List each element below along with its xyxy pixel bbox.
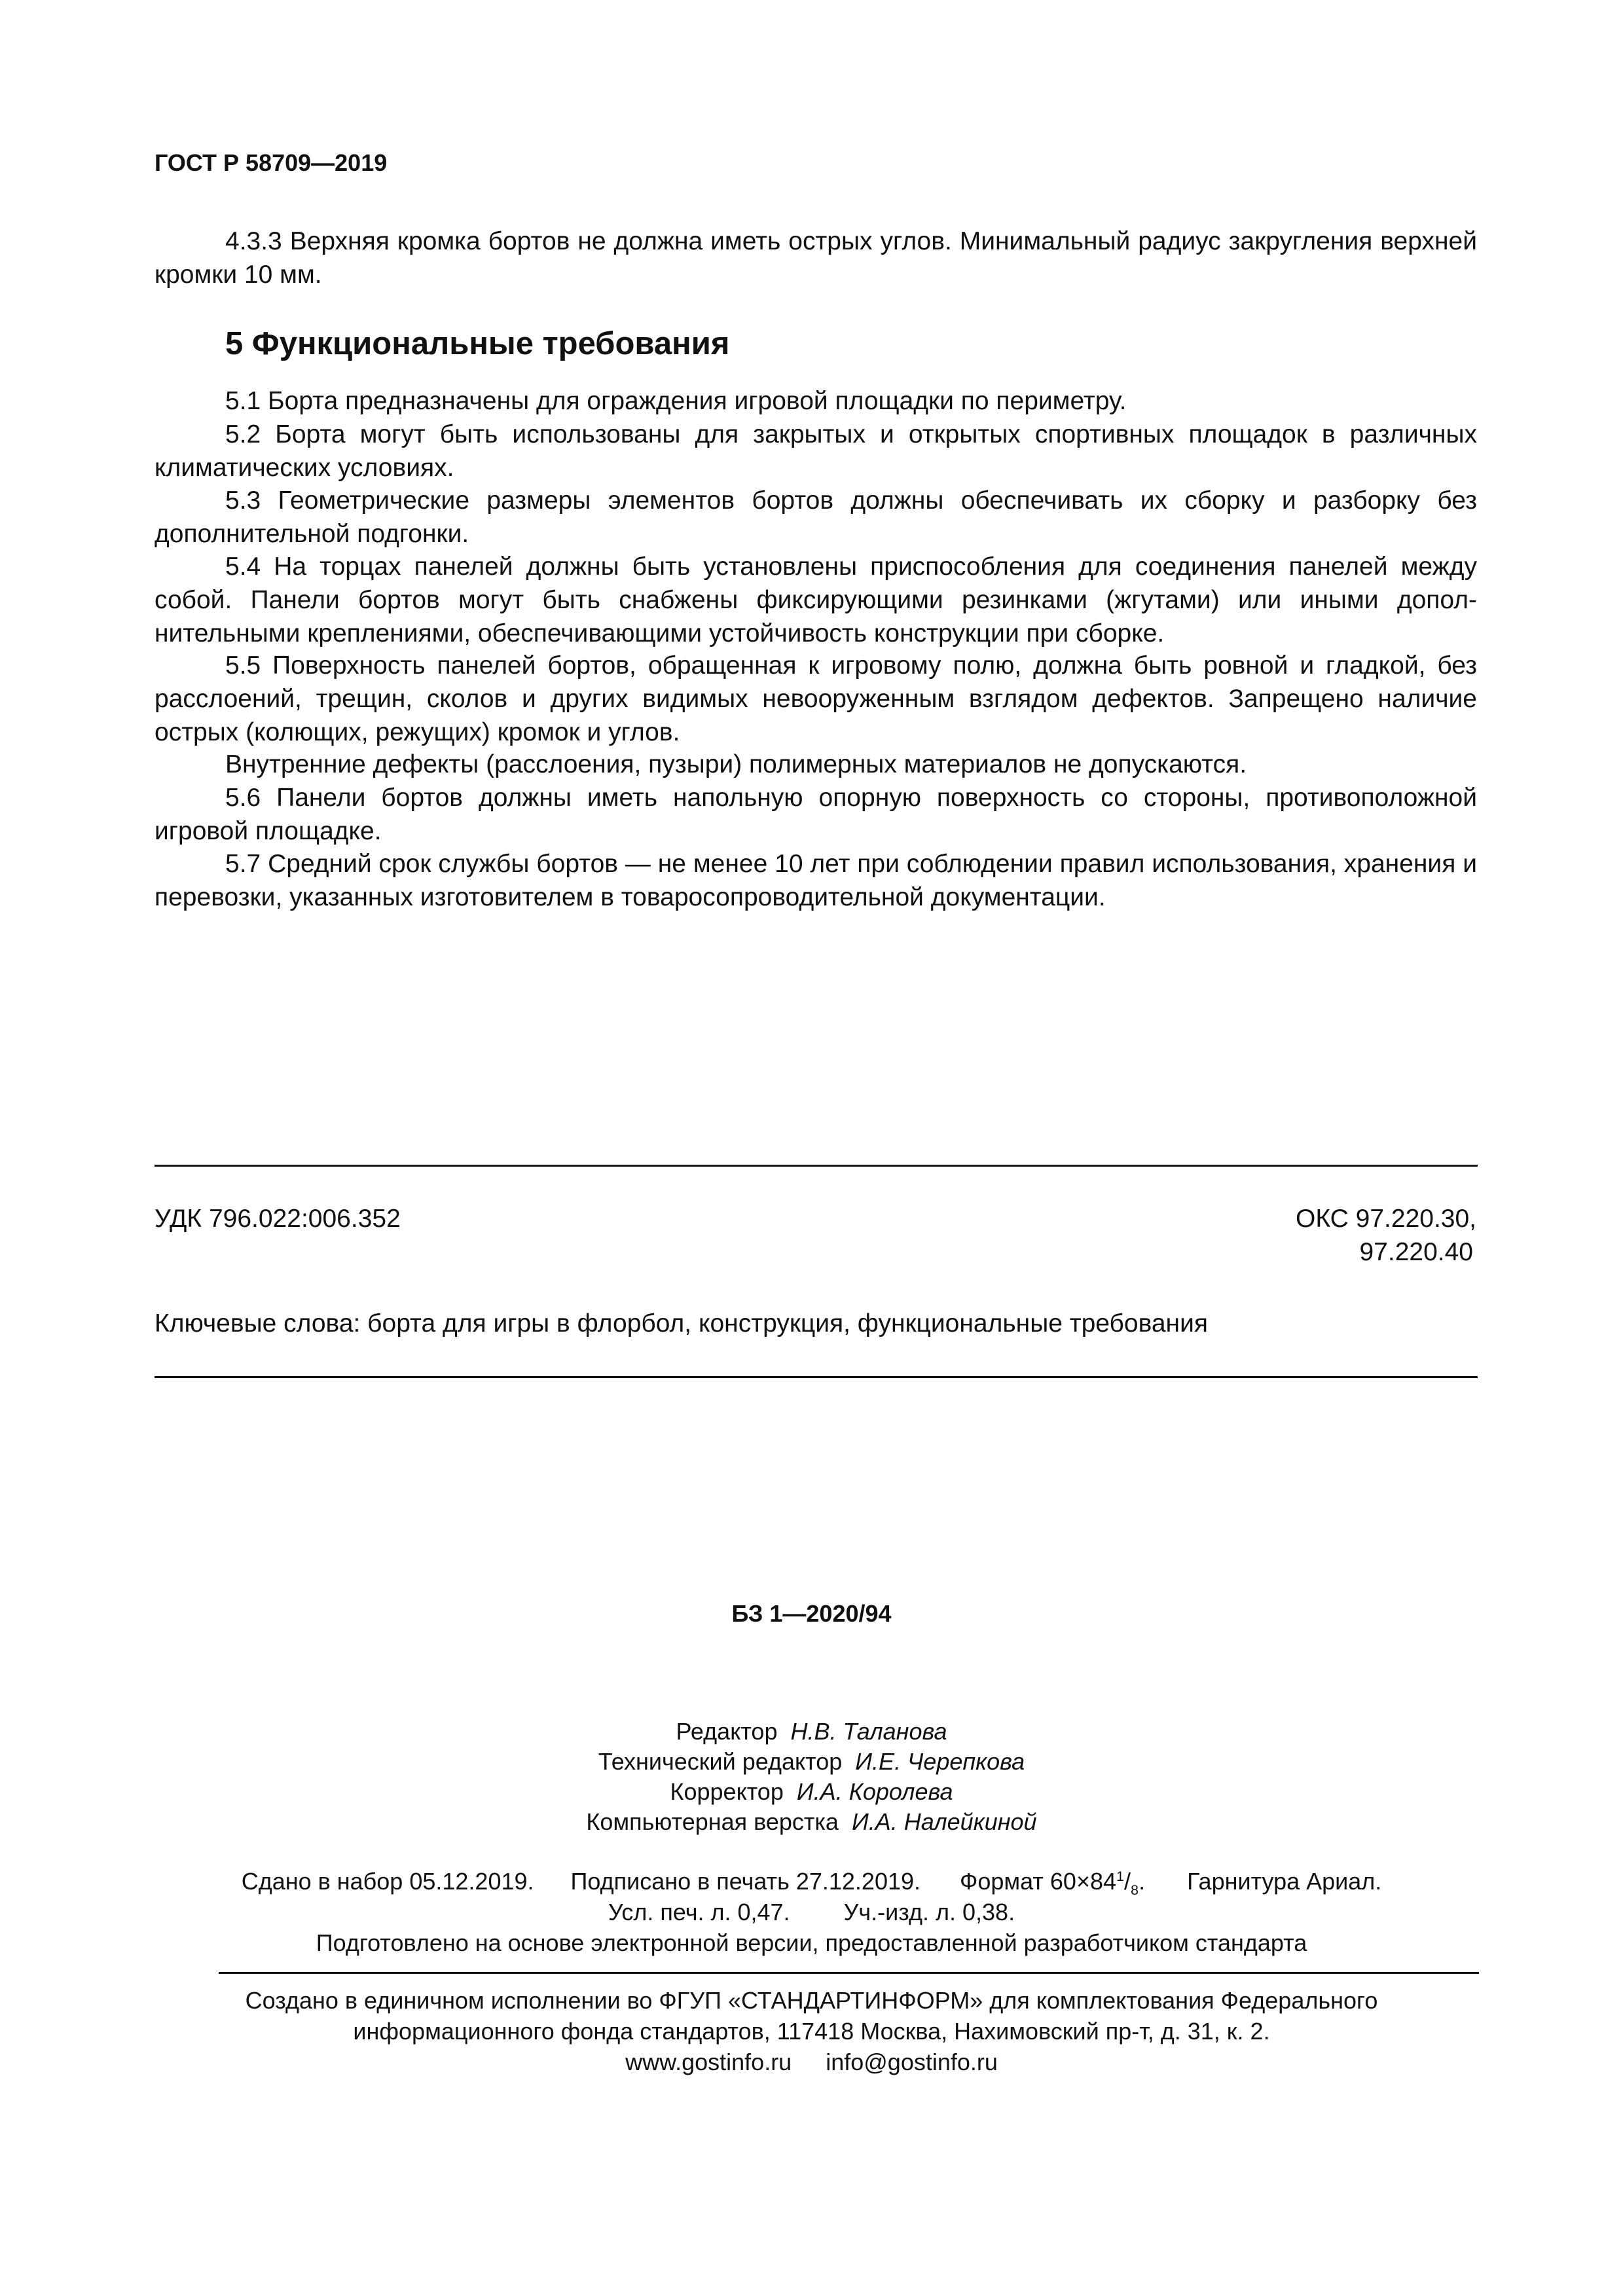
standard-number-header: ГОСТ Р 58709—2019 <box>155 149 388 176</box>
paragraph-5-2: 5.2 Борта могут быть использованы для закрытых и открытых спортивных площадок в различных климатических условиях. <box>155 420 1477 482</box>
print-sheets: Усл. печ. л. 0,47. <box>608 1899 790 1925</box>
publisher-sheets: Уч.-изд. л. 0,38. <box>843 1899 1015 1925</box>
credit-technical-editor <box>0 1746 1623 1777</box>
credit-label: Компьютерная верстка <box>586 1808 839 1835</box>
credit-name: И.Е. Черепкова <box>855 1748 1025 1775</box>
credit-editor <box>0 1716 1623 1747</box>
credit-name: И.А. Налейкиной <box>851 1808 1037 1835</box>
keywords: Ключевые слова: борта для игры в флорбол, конструкция, функциональные требования <box>155 1309 1208 1338</box>
paragraph-5-7: 5.7 Средний срок службы бортов — не менее 10 лет при соблюдении правил использования, хранения и перевозки, указанных изготовителем в товаросопроводительной документации. <box>155 850 1477 911</box>
paragraph-5-3: 5.3 Геометрические размеры элементов бортов должны обеспечивать их сборку и разборку без дополнительной подгонки. <box>155 486 1477 548</box>
print-format: Формат $60\times 84^1/_8$. <box>960 1868 1146 1899</box>
email-link[interactable]: info@gostinfo.ru <box>826 2049 998 2075</box>
divider-keywords <box>155 1376 1478 1378</box>
sheets-row <box>0 1897 1623 1927</box>
typeface: Гарнитура Ариал. <box>1187 1868 1382 1895</box>
paragraph-5-5-internal-defects: Внутренние дефекты (расслоения, пузыри) полимерных материалов не допускаются. <box>225 750 1247 778</box>
paragraph-5-5: 5.5 Поверхность панелей бортов, обращенная к игровому полю, должна быть ровной и гладкой, без расслоений, трещин, сколов и других видимых невооруженным взглядом дефектов. Запрещено наличие острых (колющих, режущих) кромок и углов. <box>155 651 1477 746</box>
created-note-line1: Создано в единичном исполнении во ФГУП «СТАНДАРТИНФОРМ» для комплектования Федерального <box>245 1987 1378 2014</box>
divider-imprint <box>219 1972 1479 1974</box>
paragraph-4-3-3: 4.3.3 Верхняя кромка бортов не должна иметь острых углов. Минимальный радиус закругления верхней кромки 10 мм. <box>155 227 1477 289</box>
created-note-line2: информационного фонда стандартов, 117418 Москва, Нахимовский пр-т, д. 31, к. 2. <box>353 2018 1270 2045</box>
oks-code-line1: ОКС 97.220.30, <box>1296 1205 1476 1233</box>
prepared-note: Подготовлено на основе электронной версии, предоставленной разработчиком стандарта <box>316 1929 1307 1956</box>
credit-layout <box>0 1806 1623 1837</box>
credit-label: Технический редактор <box>598 1748 843 1775</box>
paragraph-5-6: 5.6 Панели бортов должны иметь напольную опорную поверхность со стороны, противоположной игровой площадке. <box>155 784 1477 845</box>
credit-proofreader <box>0 1776 1623 1807</box>
website-link[interactable]: www.gostinfo.ru <box>625 2049 792 2075</box>
section-5-title: 5 Функциональные требования <box>225 326 730 361</box>
contact-row <box>0 2047 1623 2077</box>
signed-date: Подписано в печать 27.12.2019. <box>570 1868 921 1895</box>
oks-code-line2: 97.220.40 <box>1359 1238 1473 1266</box>
udk-code: УДК 796.022:006.352 <box>155 1205 401 1233</box>
divider-top <box>155 1165 1478 1167</box>
bz-number: БЗ 1—2020/94 <box>731 1600 892 1627</box>
paragraph-5-1: 5.1 Борта предназначены для ограждения игровой площадки по периметру. <box>225 387 1127 415</box>
credit-label: Редактор <box>676 1718 778 1745</box>
credit-label: Корректор <box>670 1778 784 1805</box>
credit-name: Н.В. Таланова <box>790 1718 947 1745</box>
paragraph-5-4: 5.4 На торцах панелей должны быть установлены приспособления для соединения панелей между собой. Панели бортов могут быть снабжены фиксирующими резинками (жгутами) или иными дополнительными креплениями, обеспечивающими устойчивость конструкции при сборке. <box>155 553 1477 647</box>
submitted-date: Сдано в набор 05.12.2019. <box>241 1868 534 1895</box>
publication-details-row <box>0 1866 1623 1897</box>
credit-name: И.А. Королева <box>796 1778 953 1805</box>
